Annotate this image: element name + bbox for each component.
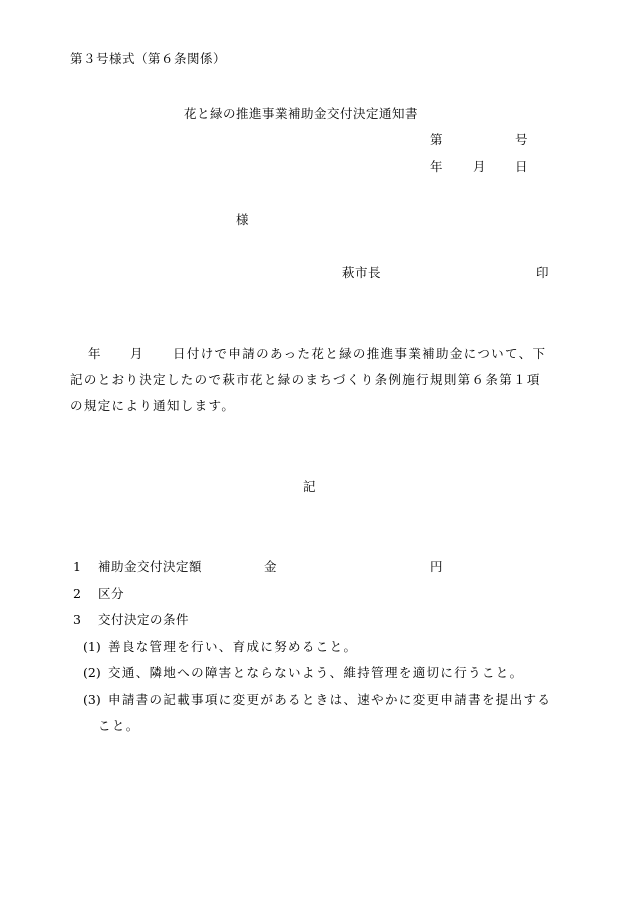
condition-3-text: 申請書の記載事項に変更があるときは、速やかに変更申請書を提出する (108, 692, 552, 707)
date-month: 月 (473, 159, 486, 174)
condition-3-text-continued: こと。 (98, 718, 140, 733)
date-day: 日 (515, 159, 528, 174)
item-2-label: 区分 (98, 586, 125, 601)
condition-2-number: (2) (83, 665, 101, 680)
number-prefix: 第 (430, 132, 443, 147)
item-3-number: 3 (73, 612, 81, 627)
item-1-number: 1 (73, 559, 81, 574)
item-1-yen: 円 (430, 559, 443, 574)
date-year: 年 (430, 159, 443, 174)
sender-name: 萩市長 (342, 265, 382, 280)
body-line-1: 日付けで申請のあった花と緑の推進事業補助金について、下 (173, 346, 547, 361)
item-3-label: 交付決定の条件 (98, 612, 190, 627)
addressee-honorific: 様 (236, 212, 249, 227)
ki-heading: 記 (303, 479, 316, 494)
condition-1-text: 善良な管理を行い、育成に努めること。 (108, 639, 358, 654)
item-1-label: 補助金交付決定額 (98, 559, 203, 574)
number-suffix: 号 (515, 132, 528, 147)
seal-mark: 印 (536, 265, 549, 280)
body-year: 年 (88, 346, 101, 361)
form-label: 第３号様式（第６条関係） (70, 51, 227, 66)
body-line-2: 記のとおり決定したので萩市花と緑のまちづくり条例施行規則第６条第１項 (70, 372, 541, 387)
item-1-kin: 金 (264, 559, 277, 574)
condition-2-text: 交通、隣地への障害とならないよう、維持管理を適切に行うこと。 (108, 665, 524, 680)
item-2-number: 2 (73, 586, 81, 601)
condition-3-number: (3) (83, 692, 101, 707)
condition-1-number: (1) (83, 639, 101, 654)
body-line-3: の規定により通知します。 (70, 398, 236, 413)
document-title: 花と緑の推進事業補助金交付決定通知書 (184, 106, 419, 121)
body-month: 月 (130, 346, 143, 361)
